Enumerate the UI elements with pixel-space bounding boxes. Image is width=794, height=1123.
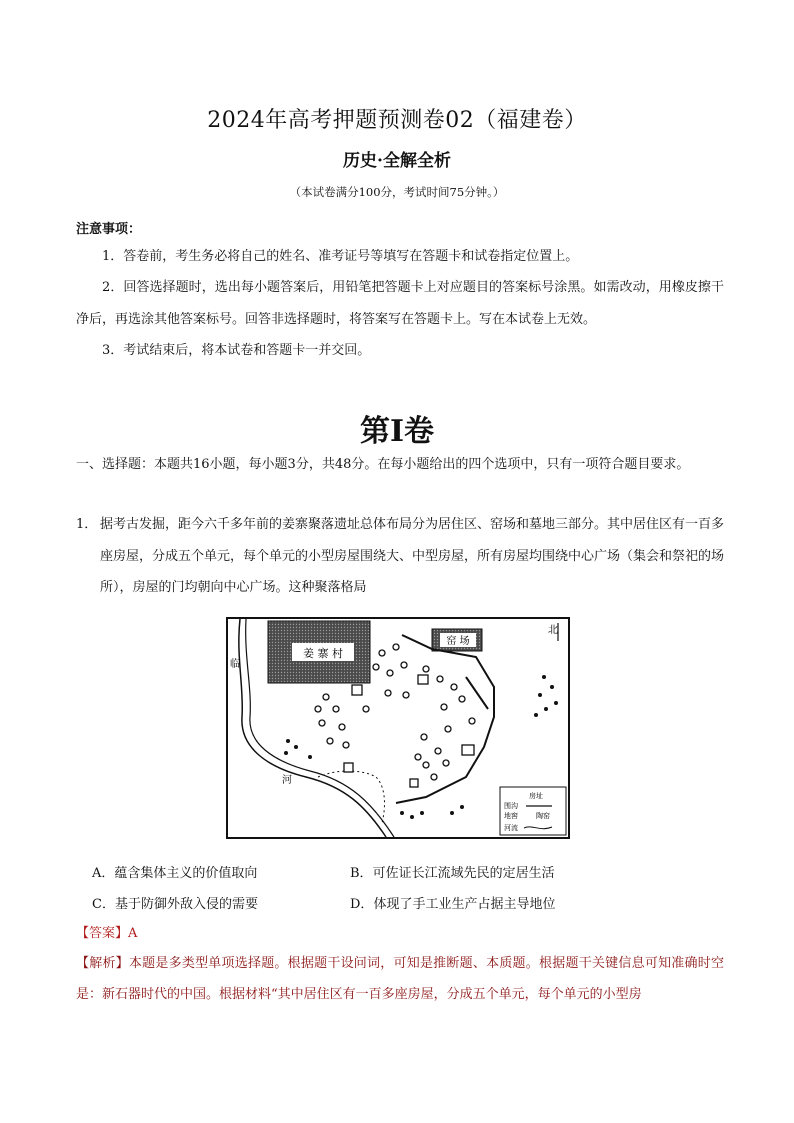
house [431, 774, 437, 780]
settlement-map [226, 617, 570, 839]
notice-item-2: 2．回答选择题时，选出每小题答案后，用铅笔把答题卡上对应题目的答案标号涂黑。如需改动，用橡皮擦干净后，再选涂其他答案标号。回答非选择题时，将答案写在答题卡上。写在本试卷上无效。 [76, 280, 724, 327]
house-large [462, 745, 474, 755]
option-a[interactable] [92, 862, 257, 881]
pit [420, 811, 424, 815]
house [415, 754, 421, 760]
house [421, 734, 427, 740]
house [451, 684, 457, 690]
house-large [410, 779, 418, 787]
option-d[interactable] [350, 893, 555, 912]
option-c-key: C． [92, 897, 115, 912]
analysis-text: 本题是多类型单项选择题。根据题干设问词，可知是推断题、本质题。根据题干关键信息可知准确时空是：新石器时代的中国。根据材料“其中居住区有一百多座房屋，分成五个单元，每个单元的小型房 [76, 956, 724, 1002]
option-d-key: D． [350, 897, 374, 912]
pit [554, 701, 558, 705]
legend-item-kiln: 陶窑 [536, 812, 550, 820]
house [445, 726, 451, 732]
factory-label: 窑 场 [446, 636, 470, 647]
house [437, 676, 443, 682]
legend-item-river: 河流 [504, 824, 518, 832]
pit [284, 751, 288, 755]
house [387, 670, 393, 676]
river-label-1: 临 [230, 659, 240, 670]
house [339, 724, 345, 730]
pit [294, 745, 298, 749]
option-d-text: 体现了手工业生产占据主导地位 [373, 897, 556, 912]
north-label: 北 [548, 625, 558, 636]
exam-title: 2024年高考押题预测卷02（福建卷） [207, 108, 587, 133]
house [323, 694, 329, 700]
house [319, 720, 325, 726]
house-large [418, 675, 428, 684]
house [403, 692, 409, 698]
legend-item-house: 房址 [529, 792, 543, 800]
pit [308, 755, 312, 759]
notice-item-3: 3．考试结束后，将本试卷和答题卡一并交回。 [102, 343, 371, 358]
pit [460, 805, 464, 809]
house [423, 666, 429, 672]
house [443, 760, 449, 766]
pit [286, 739, 290, 743]
pit [550, 685, 554, 689]
house [401, 662, 407, 668]
village-label: 姜 寨 村 [303, 647, 343, 660]
exam-note: （本试卷满分100分，考试时间75分钟。） [289, 185, 505, 199]
option-a-key: A． [92, 866, 115, 881]
pit [538, 693, 542, 697]
notice-heading: 注意事项： [76, 222, 142, 237]
house [423, 762, 429, 768]
answer-line: 【答案】A [76, 926, 138, 941]
house [327, 738, 333, 744]
option-c-text: 基于防御外敌入侵的需要 [114, 897, 258, 912]
pit [542, 675, 546, 679]
house [385, 690, 391, 696]
house [379, 650, 385, 656]
house [363, 706, 369, 712]
option-b-key: B． [350, 866, 373, 881]
pit [410, 815, 414, 819]
exam-subtitle: 历史·全解全析 [343, 151, 451, 171]
house [373, 664, 379, 670]
river-label-2: 河 [282, 775, 292, 786]
section-instruction: 一、选择题：本题共16小题，每小题3分，共48分。在每小题给出的四个选项中，只有一项符合题目要求。 [76, 457, 690, 472]
pit [400, 811, 404, 815]
option-c[interactable] [92, 893, 258, 912]
legend-item-trench: 围沟 [504, 802, 518, 810]
house-large [344, 763, 353, 772]
house [459, 696, 465, 702]
house [435, 748, 441, 754]
analysis-paragraph [76, 948, 724, 1010]
house [333, 706, 339, 712]
pit [534, 713, 538, 717]
house [469, 718, 475, 724]
analysis-label: 【解析】 [76, 956, 129, 971]
notice-item-1: 1．答卷前，考生务必将自己的姓名、准考证号等填写在答题卡和试卷指定位置上。 [102, 249, 579, 264]
map-figure [226, 617, 570, 839]
option-b[interactable] [350, 862, 555, 881]
question-number: 1． [76, 517, 98, 532]
house-large [352, 685, 362, 695]
option-b-text: 可佐证长江流域先民的定居生活 [372, 866, 555, 881]
house [441, 704, 447, 710]
legend-item-cellar: 地窖 [504, 812, 518, 820]
section-title: 第I卷 [359, 414, 435, 449]
question-stem: 据考古发掘，距今六千多年前的姜寨聚落遗址总体布局分为居住区、窑场和墓地三部分。其中居住区有一百多座房屋，分成五个单元，每个单元的小型房屋围绕大、中型房屋，所有房屋均围绕中心广场（集会和祭祀的场所），房屋的门均朝向中心广场。这种聚落格局 [100, 517, 725, 595]
house [315, 706, 321, 712]
question-1 [76, 509, 724, 604]
pit [450, 811, 454, 815]
house [393, 644, 399, 650]
house [343, 742, 349, 748]
pit [544, 707, 548, 711]
option-a-text: 蕴含集体主义的价值取向 [114, 866, 258, 881]
